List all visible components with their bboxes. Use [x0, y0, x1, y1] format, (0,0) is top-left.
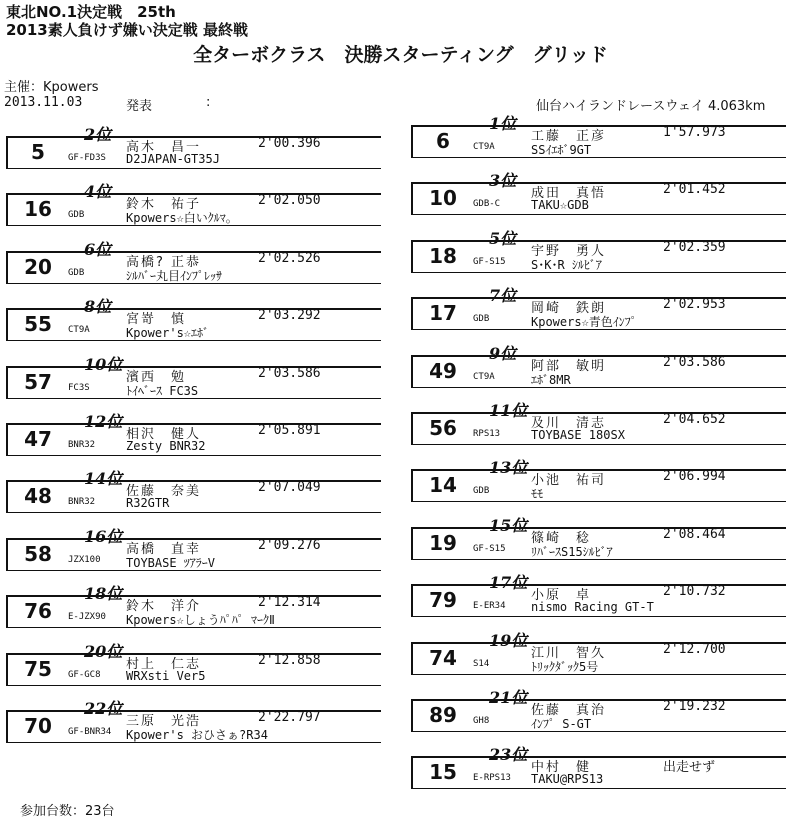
driver-name: 佐藤 真治 — [531, 703, 607, 718]
car-class: GDB — [68, 210, 85, 221]
car-number: 19 — [429, 530, 457, 555]
qualifying-time: 2'22.797 — [258, 710, 321, 725]
car-number: 18 — [429, 243, 457, 268]
grid-position: 2位 — [84, 125, 112, 144]
driver-name: 岡崎 鉄朗 — [531, 301, 607, 317]
grid-slot-right-6 — [411, 400, 786, 444]
car-class: GF-GC8 — [68, 669, 101, 680]
car-class: GF-S15 — [473, 543, 506, 554]
car-name: ﾓﾓ — [531, 487, 544, 502]
qualifying-time: 2'00.396 — [258, 136, 321, 151]
qualifying-time: 2'12.314 — [258, 595, 321, 611]
car-number: 20 — [24, 254, 52, 279]
qualifying-time: 2'02.050 — [258, 193, 321, 209]
car-class: CT9A — [68, 325, 90, 336]
grid-position: 11位 — [489, 401, 528, 420]
driver-name: 中村 健 — [531, 760, 592, 776]
car-class: BNR32 — [68, 440, 96, 450]
car-number: 89 — [429, 703, 457, 727]
driver-name: 及川 清志 — [531, 416, 607, 431]
grid-slot-left-3 — [6, 239, 381, 283]
driver-name: 篠崎 稔 — [531, 530, 592, 546]
venue: 仙台ハイランドレースウェイ 4.063km — [536, 99, 766, 114]
qualifying-time: 2'10.732 — [663, 584, 726, 600]
car-name: TAKU@RPS13 — [531, 772, 604, 787]
grid-position: 8位 — [84, 297, 112, 317]
car-name: ﾘﾊﾞｰｽS15ｼﾙﾋﾞｱ — [531, 544, 613, 559]
grid-slot-left-9 — [6, 583, 381, 627]
grid-slot-right-1 — [411, 113, 786, 157]
grid-slot-left-8 — [6, 526, 381, 570]
car-name: SSｲｴﾎﾞ9GT — [531, 143, 592, 157]
qualifying-time: 1'57.973 — [663, 125, 726, 140]
driver-name: 江川 智久 — [531, 645, 607, 661]
grid-position: 7位 — [489, 286, 517, 306]
grid-slot-right-11 — [411, 687, 786, 731]
car-class: GDB-C — [473, 199, 501, 210]
car-number: 16 — [24, 197, 52, 222]
qualifying-time: 出走せず — [663, 760, 716, 776]
car-number: 79 — [429, 588, 457, 613]
grid-slot-right-8 — [411, 515, 786, 559]
qualifying-time: 2'02.953 — [663, 297, 726, 313]
grid-position: 20位 — [84, 641, 123, 661]
car-name: Kpowers☆しょうﾊﾟﾊﾟ ﾏｰｸⅡ — [126, 613, 275, 628]
grid-position: 23位 — [489, 745, 528, 765]
driver-name: 高木 昌一 — [126, 140, 202, 155]
entry-count: 参加台数：23台 — [20, 804, 115, 819]
driver-name: 小池 祐司 — [531, 473, 607, 489]
event-title: 2013素人負けず嫌い決定戦 最終戦 — [6, 21, 248, 39]
car-number: 10 — [429, 186, 457, 211]
driver-name: 小原 卓 — [531, 588, 592, 604]
grid-slot-right-10 — [411, 630, 786, 674]
grid-position: 13位 — [489, 458, 528, 478]
grid-position: 4位 — [84, 182, 112, 202]
car-number: 15 — [429, 760, 457, 785]
car-class: FC3S — [68, 382, 90, 393]
qualifying-time: 2'02.359 — [663, 239, 726, 255]
car-name: Kpower's☆ｴﾎﾞ — [126, 326, 210, 341]
car-number: 14 — [429, 473, 457, 498]
grid-slot-right-3 — [411, 228, 786, 272]
car-number: 58 — [24, 541, 52, 566]
car-class: RPS13 — [473, 429, 501, 439]
driver-name: 宇野 勇人 — [531, 243, 607, 259]
driver-name: 工藤 正彦 — [531, 129, 607, 144]
grid-position: 10位 — [84, 354, 123, 374]
qualifying-time: 2'05.891 — [258, 423, 321, 438]
qualifying-time: 2'08.464 — [663, 526, 726, 542]
car-class: E-ER34 — [473, 601, 506, 612]
car-class: GF-BNR34 — [68, 727, 112, 737]
date: 2013.11.03 — [4, 95, 83, 110]
car-number: 47 — [24, 427, 52, 451]
grid-position: 5位 — [489, 228, 517, 248]
driver-name: 相沢 健人 — [126, 427, 202, 442]
qualifying-time: 2'09.276 — [258, 537, 321, 553]
announce-label: 発表 — [126, 99, 153, 114]
grid-slot-right-7 — [411, 457, 786, 501]
car-name: nismo Racing GT-T — [531, 600, 654, 615]
driver-name: 阿部 敏明 — [531, 358, 607, 374]
qualifying-time: 2'12.700 — [663, 641, 726, 657]
driver-name: 佐藤 奈美 — [126, 484, 202, 500]
car-class: GF-FD3S — [68, 153, 106, 163]
car-name: ｴﾎﾞ8MR — [531, 372, 571, 387]
car-name: ﾄﾘｯｸﾀﾞｯｸ5号 — [531, 659, 599, 674]
qualifying-time: 2'06.994 — [663, 469, 726, 485]
car-number: 74 — [429, 645, 457, 670]
qualifying-time: 2'12.858 — [258, 652, 321, 668]
grid-slot-left-1 — [6, 124, 381, 168]
qualifying-time: 2'03.292 — [258, 308, 321, 324]
car-name: TAKU☆GDB — [531, 198, 589, 213]
announce-colon: : — [206, 95, 211, 110]
car-class: CT9A — [473, 371, 495, 382]
qualifying-time: 2'19.232 — [663, 699, 726, 714]
qualifying-time: 2'02.526 — [258, 250, 321, 266]
car-number: 76 — [24, 599, 52, 624]
car-name: R32GTR — [126, 496, 170, 511]
car-name: ｲﾝﾌﾟ S-GT — [531, 717, 592, 731]
driver-name: 高橋? 正恭 — [126, 254, 202, 270]
grid-slot-right-2 — [411, 170, 786, 214]
car-number: 70 — [24, 714, 52, 738]
driver-name: 成田 真悟 — [531, 186, 607, 202]
car-class: CT9A — [473, 142, 495, 152]
car-class: GDB — [473, 314, 490, 325]
grid-position: 18位 — [84, 584, 123, 604]
grid-slot-left-2 — [6, 181, 381, 225]
car-class: E-JZX90 — [68, 612, 106, 623]
grid-slot-left-10 — [6, 641, 381, 685]
grid-position: 16位 — [84, 526, 123, 546]
grid-slot-right-5 — [411, 343, 786, 387]
car-number: 5 — [31, 140, 45, 164]
grid-position: 6位 — [84, 239, 112, 259]
car-class: GDB — [473, 486, 490, 497]
grid-position: 15位 — [489, 515, 528, 535]
car-name: Kpowers☆青色ｲﾝﾌﾟ — [531, 315, 637, 330]
qualifying-time: 2'01.452 — [663, 182, 726, 198]
grid-slot-left-11 — [6, 698, 381, 742]
car-class: GH8 — [473, 716, 490, 726]
driver-name: 村上 仁志 — [126, 656, 202, 672]
driver-name: 高橋 直幸 — [126, 541, 202, 557]
car-name: D2JAPAN-GT35J — [126, 152, 220, 166]
car-number: 56 — [429, 416, 457, 440]
grid-slot-left-7 — [6, 468, 381, 512]
car-number: 57 — [24, 369, 52, 394]
organizer: 主催：Kpowers — [4, 80, 99, 95]
car-class: E-RPS13 — [473, 773, 511, 784]
driver-name: 三原 光浩 — [126, 714, 202, 729]
car-name: Kpowers☆白いｸﾙﾏ｡ — [126, 211, 232, 226]
qualifying-time: 2'03.586 — [258, 365, 321, 381]
grid-slot-right-4 — [411, 285, 786, 329]
car-class: BNR32 — [68, 497, 96, 508]
car-number: 49 — [429, 358, 457, 383]
car-number: 55 — [24, 312, 52, 337]
grid-slot-left-5 — [6, 354, 381, 398]
car-number: 6 — [436, 129, 450, 153]
grid-position: 22位 — [84, 699, 123, 718]
car-name: S･K･R ｼﾙﾋﾞｱ — [531, 257, 602, 272]
grid-slot-right-9 — [411, 572, 786, 616]
page-title: 全ターボクラス 決勝スターティング グリッド — [193, 44, 608, 66]
car-name: ｼﾙﾊﾞｰ丸目ｲﾝﾌﾟﾚｯｻ — [126, 268, 223, 283]
car-class: S14 — [473, 658, 490, 669]
driver-name: 鈴木 祐子 — [126, 197, 202, 213]
qualifying-time: 2'03.586 — [663, 354, 726, 370]
car-name: WRXsti Ver5 — [126, 668, 206, 683]
car-name: Kpower's おひさぁ?R34 — [126, 728, 268, 742]
grid-slot-right-12 — [411, 744, 786, 788]
car-name: TOYBASE ﾂｱﾗｰV — [126, 555, 216, 570]
grid-position: 12位 — [84, 412, 123, 431]
grid-slot-left-4 — [6, 296, 381, 340]
grid-position: 1位 — [489, 114, 517, 133]
series-title: 東北NO.1決定戦 25th — [6, 3, 176, 21]
car-class: GF-S15 — [473, 256, 506, 267]
car-name: ﾄｲﾍﾞｰｽ FC3S — [126, 383, 199, 398]
car-number: 17 — [429, 301, 457, 326]
grid-position: 14位 — [84, 469, 123, 489]
driver-name: 鈴木 洋介 — [126, 599, 202, 615]
car-number: 75 — [24, 656, 52, 681]
grid-position: 3位 — [489, 171, 517, 191]
driver-name: 宮嵜 慎 — [126, 312, 187, 328]
qualifying-time: 2'07.049 — [258, 480, 321, 496]
car-class: JZX100 — [68, 554, 101, 565]
car-number: 48 — [24, 484, 52, 509]
car-name: Zesty BNR32 — [126, 439, 206, 453]
grid-position: 9位 — [489, 343, 517, 363]
qualifying-time: 2'04.652 — [663, 412, 726, 427]
car-name: TOYBASE 180SX — [531, 428, 625, 442]
driver-name: 濱西 勉 — [126, 369, 187, 385]
grid-position: 19位 — [489, 630, 528, 650]
car-class: GDB — [68, 267, 85, 278]
grid-slot-left-6 — [6, 411, 381, 455]
grid-position: 21位 — [489, 688, 528, 707]
grid-position: 17位 — [489, 573, 528, 593]
